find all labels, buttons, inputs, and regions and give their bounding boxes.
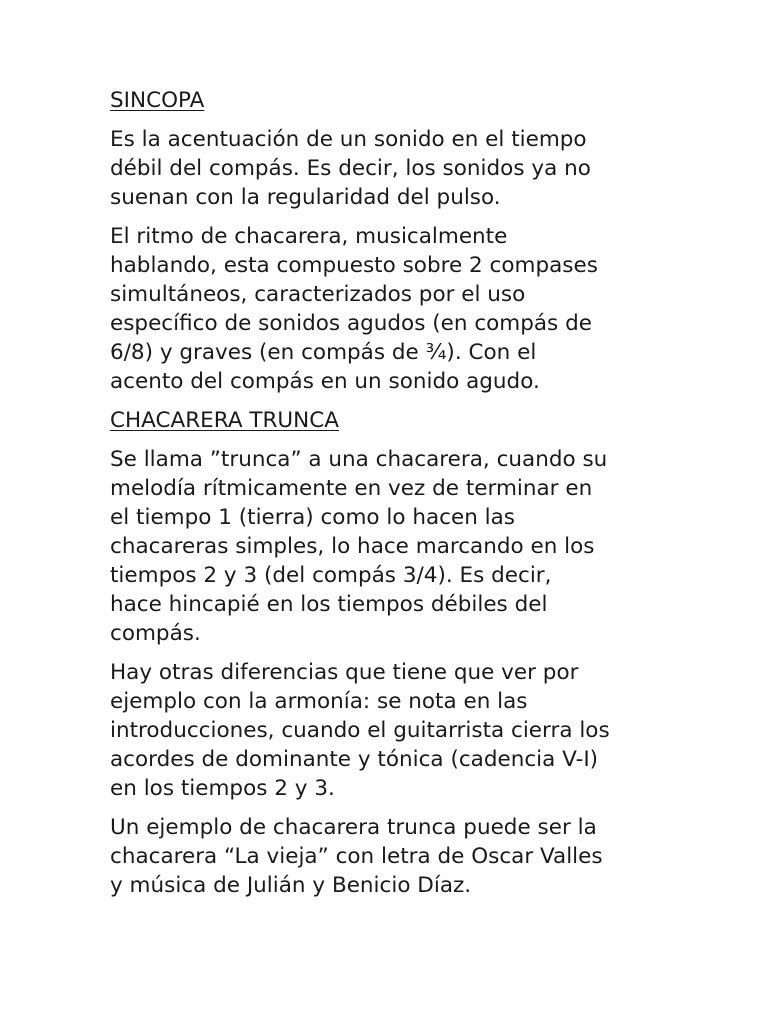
text-line: Se llama ”trunca” a una chacarera, cuando su [110,447,608,472]
heading-sincopa: SINCOPA [110,88,205,113]
text-line: el tiempo 1 (tierra) como lo hacen las [110,505,516,530]
text-line: Hay otras diferencias que tiene que ver por [110,660,579,685]
text-line: tiempos 2 y 3 (del compás 3/4). Es decir, [110,563,552,588]
text-line: chacareras simples, lo hace marcando en los [110,534,595,559]
document-page [110,86,670,910]
text-line: acordes de dominante y tónica (cadencia V-I) [110,747,599,772]
text-line: melodía rítmicamente en vez de terminar en [110,476,593,501]
text-line: hace hincapié en los tiempos débiles del [110,592,548,617]
paragraph-trunca-definition [110,445,670,648]
paragraph-sincopa-definition [110,125,670,212]
text-line: simultáneos, caracterizados por el uso [110,282,526,307]
text-line: específico de sonidos agudos (en compás de [110,311,592,336]
text-line: en los tiempos 2 y 3. [110,776,335,801]
paragraph-example [110,813,670,900]
text-line: 6/8) y graves (en compás de ¾). Con el [110,340,537,365]
text-line: y música de Julián y Benicio Díaz. [110,873,472,898]
text-line: introducciones, cuando el guitarrista cierra los [110,718,610,743]
text-line: El ritmo de chacarera, musicalmente [110,224,508,249]
paragraph-harmony-differences [110,658,670,803]
text-line: acento del compás en un sonido agudo. [110,369,540,394]
text-line: ejemplo con la armonía: se nota en las [110,689,528,714]
text-line: Un ejemplo de chacarera trunca puede ser la [110,815,597,840]
paragraph-chacarera-rhythm [110,222,670,396]
text-line: chacarera “La vieja” con letra de Oscar Valles [110,844,603,869]
text-line: compás. [110,621,201,646]
text-line: suenan con la regularidad del pulso. [110,185,501,210]
text-line: Es la acentuación de un sonido en el tiempo [110,127,587,152]
text-line: hablando, esta compuesto sobre 2 compases [110,253,598,278]
heading-chacarera-trunca: CHACARERA TRUNCA [110,408,339,433]
text-line: débil del compás. Es decir, los sonidos ya no [110,156,591,181]
